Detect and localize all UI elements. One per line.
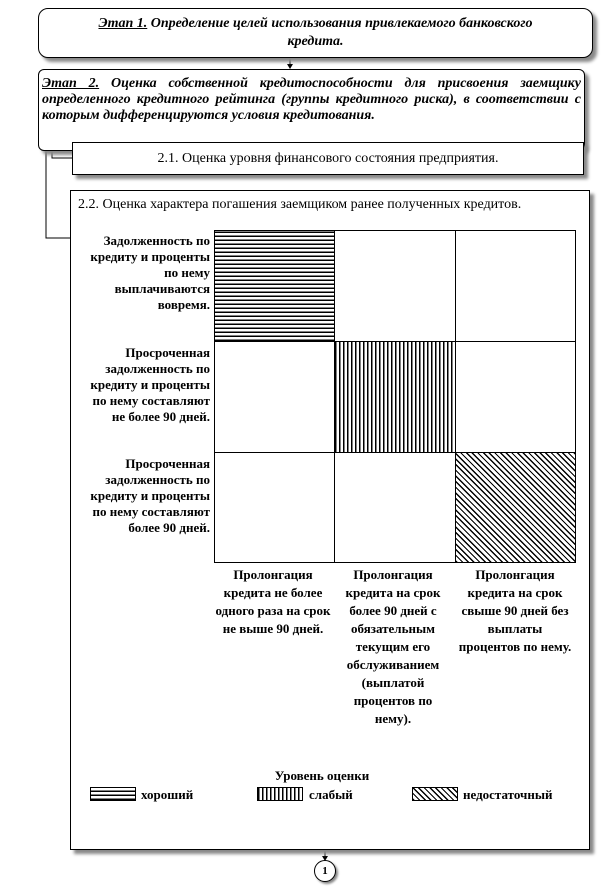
legend-label-insufficient: недостаточный <box>463 787 553 802</box>
financial-state-box <box>72 142 584 175</box>
matrix-cell-empty <box>214 452 335 563</box>
column-label-prolongation-with-service: Пролонгация кредита на срок более 90 дней с обязательным текущим его обслуживанием (выплатой процентов по нему). <box>345 567 441 726</box>
legend-label-good: хороший <box>141 787 194 802</box>
stage-2-prefix: Этап 2. <box>42 76 100 91</box>
stage-1-box <box>38 8 593 58</box>
repayment-assessment-title: 2.2. Оценка характера погашения заемщиком ранее полученных кредитов. <box>78 197 522 212</box>
financial-state-text: 2.1. Оценка уровня финансового состояния предприятия. <box>157 150 499 166</box>
matrix-cell-good <box>214 230 335 342</box>
matrix-cell-weak <box>334 341 456 453</box>
matrix-cell-empty <box>334 452 456 563</box>
stage-1-text: Определение целей использования привлекаемого банковского кредита. <box>147 16 533 49</box>
matrix-cell-empty <box>455 230 576 342</box>
matrix-cell-empty <box>334 230 456 342</box>
stage-1-prefix: Этап 1. <box>98 16 148 31</box>
legend-title: Уровень оценки <box>274 768 370 783</box>
matrix-cell-empty <box>214 341 335 453</box>
assessment-matrix <box>214 230 576 563</box>
row-label-on-time: Задолженность по кредиту и проценты по нему выплачиваются вовремя. <box>90 233 210 312</box>
row-label-overdue-gt-90: Просроченная задолженность по кредиту и проценты по нему составляют более 90 дней. <box>90 456 210 535</box>
legend-swatch-good <box>90 787 136 801</box>
page-connector: 1 <box>314 860 336 882</box>
stage-2-box <box>38 69 585 151</box>
matrix-cell-empty <box>455 341 576 453</box>
row-label-overdue-le-90: Просроченная задолженность по кредиту и проценты по нему составляют не более 90 дней. <box>90 345 210 424</box>
legend-swatch-insufficient <box>412 787 458 801</box>
column-label-prolongation-once: Пролонгация кредита не более одного раза на срок не выше 90 дней. <box>215 567 331 636</box>
legend-label-weak: слабый <box>309 787 353 802</box>
stage-2-text: Оценка собственной кредитоспособности для присвоения заемщику определенного кредитного рейтинга (группы кредитного риска), в соответствии с которым дифференцируются условия кредитования. <box>42 76 581 123</box>
matrix-cell-insufficient <box>455 452 576 563</box>
column-label-prolongation-no-interest: Пролонгация кредита на срок свыше 90 дней без выплаты процентов по нему. <box>458 567 572 654</box>
legend-swatch-weak <box>257 787 303 801</box>
